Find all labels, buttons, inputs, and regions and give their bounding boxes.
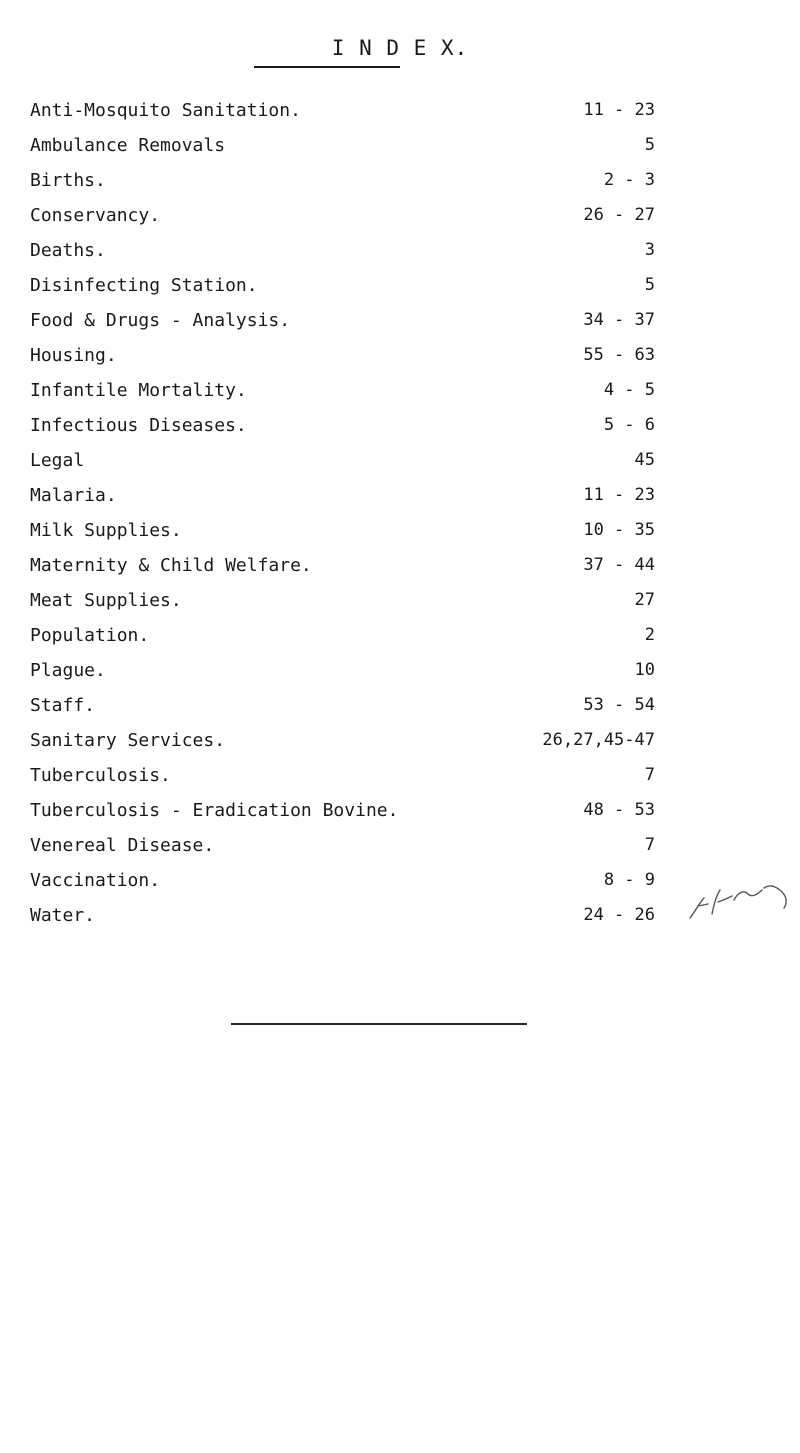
index-entry [0,100,800,135]
entry-subject: Milk Supplies. [30,520,182,541]
entry-subject: Legal [30,450,85,471]
entry-subject: Water. [30,905,96,926]
title-underline [254,66,400,68]
index-entry [0,135,800,170]
index-entry [0,170,800,205]
entry-pages: 7 [644,835,655,855]
index-entry [0,345,800,380]
entry-subject: Housing. [30,345,117,366]
index-list [0,100,800,940]
index-entry [0,275,800,310]
index-entry [0,555,800,590]
entry-pages: 5 - 6 [603,415,655,435]
index-entry [0,590,800,625]
entry-subject: Meat Supplies. [30,590,182,611]
index-entry [0,240,800,275]
entry-subject: Anti-Mosquito Sanitation. [30,100,301,121]
index-entry [0,695,800,730]
entry-pages: 5 [644,135,655,155]
entry-pages: 53 - 54 [583,695,655,715]
index-entry [0,765,800,800]
entry-subject: Deaths. [30,240,106,261]
entry-pages: 11 - 23 [583,100,655,120]
index-title: I N D E X. [331,36,469,60]
entry-subject: Conservancy. [30,205,161,226]
handwritten-signature [684,880,796,930]
index-entry [0,660,800,695]
entry-pages: 26 - 27 [583,205,655,225]
entry-pages: 10 [634,660,655,680]
entry-pages: 24 - 26 [583,905,655,925]
index-entry [0,730,800,765]
entry-pages: 11 - 23 [583,485,655,505]
entry-pages: 7 [644,765,655,785]
entry-subject: Tuberculosis - Eradication Bovine. [30,800,399,821]
index-entry [0,870,800,905]
index-entry [0,310,800,345]
index-entry [0,800,800,835]
index-entry [0,835,800,870]
index-entry [0,380,800,415]
index-entry [0,625,800,660]
entry-subject: Disinfecting Station. [30,275,258,296]
entry-subject: Food & Drugs - Analysis. [30,310,291,331]
entry-subject: Sanitary Services. [30,730,226,751]
entry-pages: 48 - 53 [583,800,655,820]
entry-pages: 2 - 3 [603,170,655,190]
index-entry [0,520,800,555]
entry-pages: 37 - 44 [583,555,655,575]
entry-subject: Malaria. [30,485,117,506]
bottom-rule [231,1023,527,1025]
entry-pages: 26,27,45-47 [542,730,655,750]
entry-subject: Vaccination. [30,870,161,891]
entry-pages: 2 [644,625,655,645]
index-entry [0,205,800,240]
entry-subject: Births. [30,170,106,191]
entry-pages: 55 - 63 [583,345,655,365]
entry-pages: 3 [644,240,655,260]
entry-pages: 8 - 9 [603,870,655,890]
index-entry [0,485,800,520]
entry-pages: 45 [634,450,655,470]
index-entry [0,415,800,450]
entry-pages: 5 [644,275,655,295]
index-entry [0,450,800,485]
entry-subject: Ambulance Removals [30,135,226,156]
entry-subject: Maternity & Child Welfare. [30,555,312,576]
entry-subject: Venereal Disease. [30,835,215,856]
entry-subject: Plague. [30,660,106,681]
entry-subject: Infantile Mortality. [30,380,247,401]
entry-subject: Infectious Diseases. [30,415,247,436]
entry-subject: Population. [30,625,150,646]
entry-pages: 27 [634,590,655,610]
entry-subject: Staff. [30,695,96,716]
entry-pages: 10 - 35 [583,520,655,540]
entry-pages: 4 - 5 [603,380,655,400]
entry-pages: 34 - 37 [583,310,655,330]
index-entry [0,905,800,940]
entry-subject: Tuberculosis. [30,765,171,786]
